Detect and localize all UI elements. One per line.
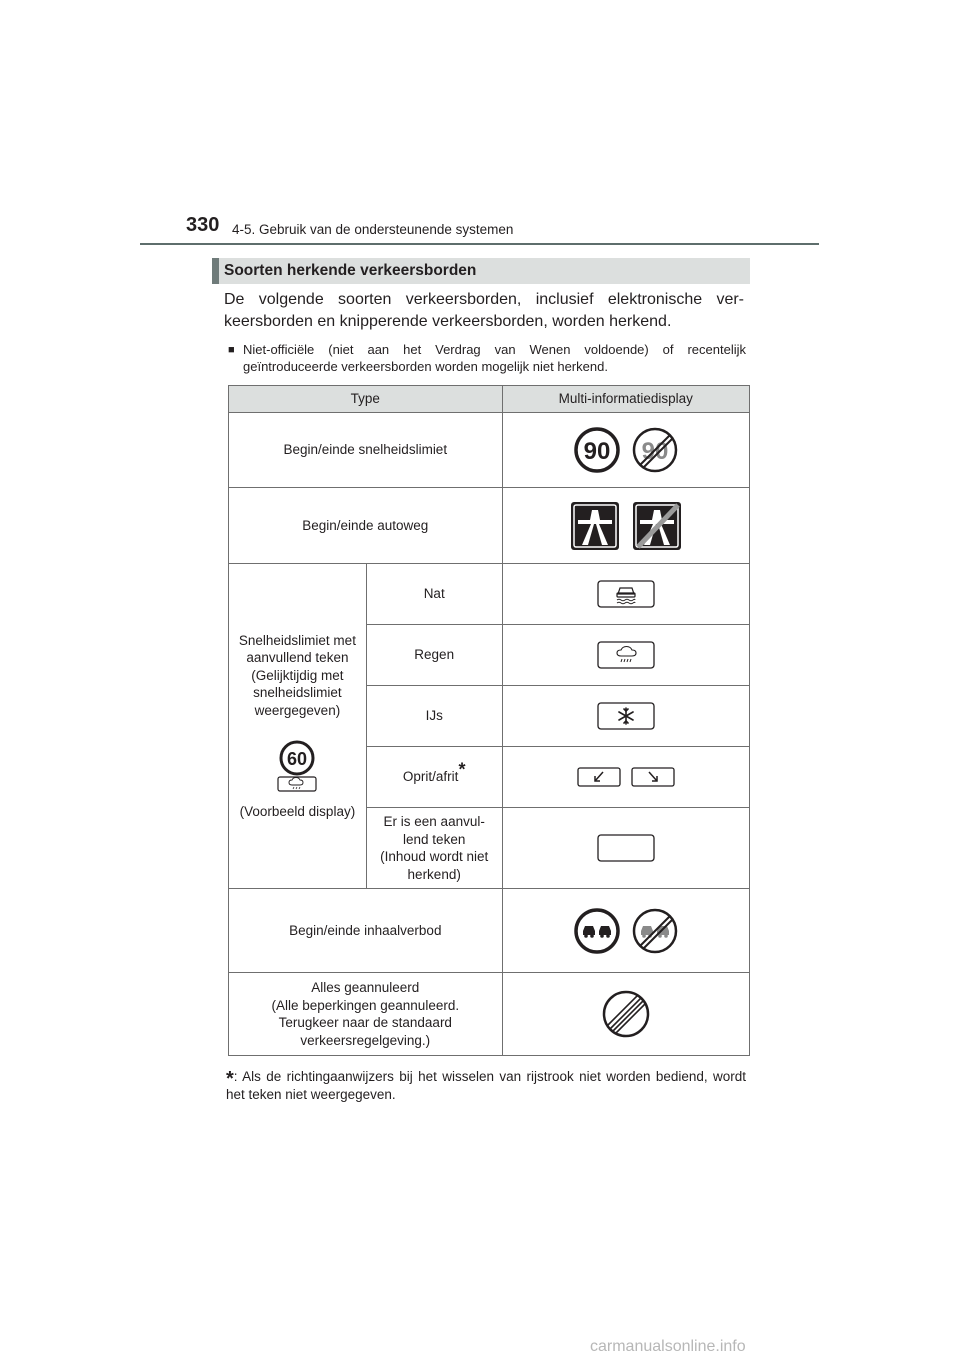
end-motorway-icon <box>632 501 682 551</box>
table-row <box>229 413 750 488</box>
end-no-overtaking-icon <box>632 908 678 954</box>
table-row <box>229 488 750 564</box>
row-label-exit <box>366 747 502 808</box>
exit-left-icon <box>577 767 621 787</box>
row-label-supplementary <box>229 564 367 889</box>
section-heading-bar <box>212 258 750 284</box>
end-all-restrictions-icon <box>601 989 651 1039</box>
no-overtaking-icon <box>574 908 620 954</box>
footnote <box>226 1066 746 1104</box>
running-header: 4-5. Gebruik van de ondersteunende systemen <box>232 222 514 237</box>
exit-label: Oprit/afrit <box>402 769 459 785</box>
display-cell <box>502 889 749 973</box>
footnote-text: : Als de richtingaanwijzers bij het wisselen van rijstrook niet worden bediend, wordt het teken niet weergegeven. <box>226 1069 746 1102</box>
ice-icon <box>597 702 655 730</box>
motorway-icon <box>570 501 620 551</box>
display-cell <box>502 625 749 686</box>
row-label-no-overtaking: Begin/einde inhaalverbod <box>229 889 503 973</box>
display-cell <box>502 564 749 625</box>
table-row <box>229 889 750 973</box>
speed-limit-90-icon <box>574 427 620 473</box>
footnote-marker: * <box>458 759 466 780</box>
end-speed-limit-90-icon <box>632 427 678 473</box>
display-cell <box>502 488 749 564</box>
supplementary-label: Snelheidslimiet met aanvullend teken (Gelijktijdig met snelheidslimiet weergegeven) <box>238 632 356 718</box>
row-label-speed-limit: Begin/einde snelheidslimiet <box>229 413 503 488</box>
display-cell <box>502 973 749 1056</box>
exit-right-icon <box>631 767 675 787</box>
speed-value: 90 <box>641 438 669 465</box>
note-paragraph: Niet-officiële (niet aan het Verdrag van Wenen voldoende) of recentelijk geïntroduceerde verkeersborden worden mogelijk niet herkend. <box>243 342 746 374</box>
page-number: 330 <box>186 214 220 236</box>
row-label-rain: Regen <box>366 625 502 686</box>
table-row <box>229 564 750 625</box>
speed-limit-60-icon <box>274 739 320 793</box>
blank-sign-icon <box>597 834 655 862</box>
footnote-marker: * <box>226 1068 234 1090</box>
display-cell <box>502 686 749 747</box>
section-heading-accent <box>212 258 219 284</box>
speed-value: 60 <box>287 749 308 769</box>
intro-paragraph: De volgende soorten verkeersborden, inclusief elektronische ver- keersborden en knipperende verkeersborden, worden herkend. <box>224 291 744 330</box>
speed-value: 90 <box>583 438 611 465</box>
row-label-motorway: Begin/einde autoweg <box>229 488 503 564</box>
note-bullet-icon: ■ <box>228 344 235 356</box>
all-cancel-line-1: Alles geannuleerd <box>311 980 420 995</box>
unknown-line-2: (Inhoud wordt niet herkend) <box>380 849 489 882</box>
unknown-line-1: Er is een aanvul- lend teken <box>383 814 485 847</box>
display-cell <box>502 808 749 889</box>
row-label-all-cancel <box>229 973 503 1056</box>
rain-icon <box>597 641 655 669</box>
row-label-ice: IJs <box>366 686 502 747</box>
sign-types-table <box>228 385 750 1056</box>
display-cell <box>502 413 749 488</box>
row-label-unknown <box>366 808 502 889</box>
column-header-display: Multi-informatiedisplay <box>502 386 749 413</box>
row-label-wet: Nat <box>366 564 502 625</box>
example-caption: (Voorbeeld display) <box>239 804 356 819</box>
table-header-row <box>229 386 750 413</box>
section-heading: Soorten herkende verkeersborden <box>224 262 477 279</box>
display-cell <box>502 747 749 808</box>
header-rule <box>140 243 819 245</box>
watermark: carmanualsonline.info <box>590 1338 746 1355</box>
wet-road-icon <box>597 580 655 608</box>
all-cancel-line-2: (Alle beperkingen geannuleerd. Terugkeer naar de standaard verkeersregelgeving.) <box>271 997 460 1048</box>
column-header-type: Type <box>229 386 503 413</box>
table-row <box>229 973 750 1056</box>
